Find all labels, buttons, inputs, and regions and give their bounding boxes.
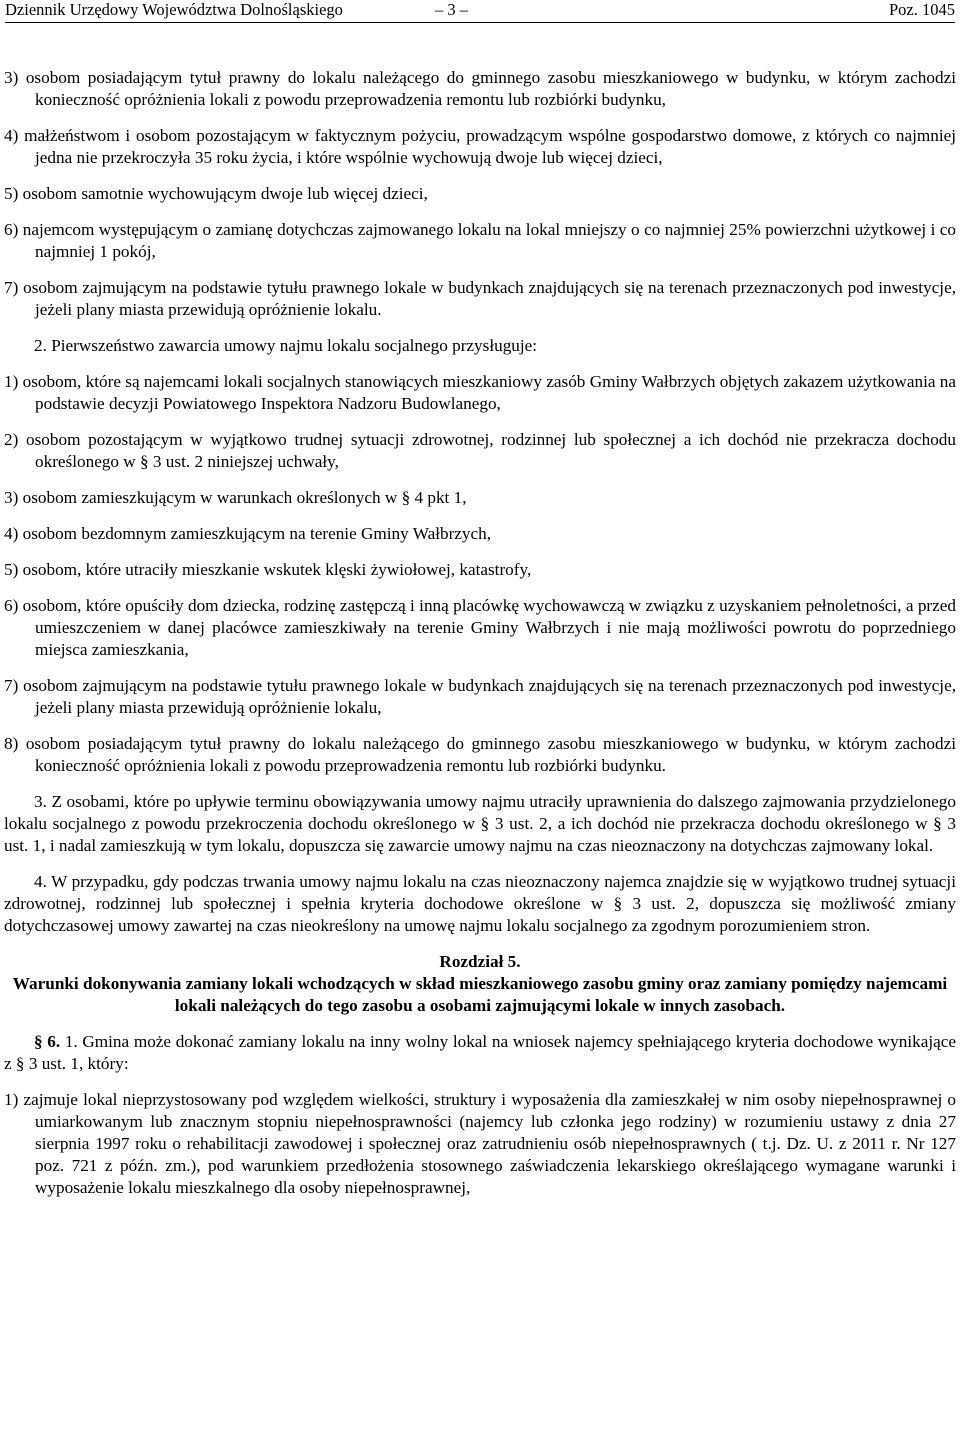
- chapter-number: Rozdział 5.: [439, 952, 521, 971]
- list-item: 6) najemcom występującym o zamianę dotychczas zajmowanego lokalu na lokal mniejszy o co najmniej 25% powierzchni użytkowej i co najmniej 1 pokój,: [4, 220, 956, 261]
- list-item: 4) małżeństwom i osobom pozostającym w faktycznym pożyciu, prowadzącym wspólne gospodarstwo domowe, z których co najmniej jedna nie przekroczyła 35 roku życia, i które wspólnie wychowują dwoje lub więcej dzieci,: [4, 126, 956, 167]
- list-item: 5) osobom samotnie wychowującym dwoje lub więcej dzieci,: [4, 184, 428, 203]
- list-item: 7) osobom zajmującym na podstawie tytułu prawnego lokale w budynkach znajdujących się na terenach przeznaczonych pod inwestycje, jeżeli plany miasta przewidują opróżnienie lokalu,: [4, 676, 956, 717]
- list-item: 8) osobom posiadającym tytuł prawny do lokalu należącego do gminnego zasobu mieszkaniowego w budynku, w którym zachodzi konieczność opróżnienia lokali z powodu przeprowadzenia remontu lub rozbiórki budynku.: [4, 734, 956, 775]
- paragraph-3: 3. Z osobami, które po upływie terminu obowiązywania umowy najmu utraciły uprawnienia do dalszego zajmowania przydzielonego lokalu socjalnego z powodu przekroczenia dochodu określonego w § 3 ust. 2, a ich dochód nie przekracza dochodu określonego w § 3 ust. 1, i nadal zamieszkują w tym lokalu, dopuszcza się zawarcie umowy najmu na czas nieoznaczony na dotychczas zajmowany lokal.: [4, 792, 956, 855]
- section-text: 1. Gmina może dokonać zamiany lokalu na inny wolny lokal na wniosek najemcy spełniającego kryteria dochodowe wynikające z § 3 ust. 1, który:: [4, 1032, 957, 1073]
- list-item: 4) osobom bezdomnym zamieszkującym na terenie Gminy Wałbrzych,: [4, 524, 492, 543]
- section-label: § 6.: [34, 1032, 61, 1051]
- page-number: – 3 –: [435, 0, 468, 19]
- paragraph-4: 4. W przypadku, gdy podczas trwania umowy najmu lokalu na czas nieoznaczony najemca znajdzie się w wyjątkowo trudnej sytuacji zdrowotnej, rodzinnej lub społecznej i spełnia kryteria dochodowe określone w § 3 ust. 2, dopuszcza się możliwość zmiany dotychczasowej umowy zawartej na czas nieokreślony na umowę najmu lokalu socjalnego za zgodnym porozumieniem stron.: [4, 872, 956, 935]
- paragraph-2-lead: 2. Pierwszeństwo zawarcia umowy najmu lokalu socjalnego przysługuje:: [34, 336, 538, 355]
- list-item: 3) osobom zamieszkującym w warunkach określonych w § 4 pkt 1,: [4, 488, 467, 507]
- list-item: 2) osobom pozostającym w wyjątkowo trudnej sytuacji zdrowotnej, rodzinnej lub społecznej a ich dochód nie przekracza dochodu określonego w § 3 ust. 2 niniejszej uchwały,: [4, 430, 956, 471]
- page-header: [5, 0, 955, 22]
- journal-title: Dziennik Urzędowy Województwa Dolnośląskiego: [5, 0, 343, 19]
- section-6: [4, 1031, 956, 1075]
- list-item: 5) osobom, które utraciły mieszkanie wskutek klęski żywiołowej, katastrofy,: [4, 560, 532, 579]
- position-number: Poz. 1045: [889, 0, 955, 19]
- list-item: 1) zajmuje lokal nieprzystosowany pod względem wielkości, struktury i wyposażenia dla zamieszkałej w nim osoby niepełnosprawnej o umiarkowanym lub znacznym stopniu niepełnosprawności (najemcy lub członka jego rodziny) w rozumieniu ustawy z dnia 27 sierpnia 1997 roku o rehabilitacji zawodowej i społecznej oraz zatrudnieniu osób niepełnosprawnych ( t.j. Dz. U. z 2011 r. Nr 127 poz. 721 z późn. zm.), pod warunkiem przedłożenia stosownego zaświadczenia lekarskiego określającego wymagane warunki i wyposażenie lokalu mieszkalnego dla osoby niepełnosprawnej,: [4, 1090, 956, 1197]
- list-item: 1) osobom, które są najemcami lokali socjalnych stanowiących mieszkaniowy zasób Gminy Wałbrzych objętych zakazem użytkowania na podstawie decyzji Powiatowego Inspektora Nadzoru Budowlanego,: [4, 372, 956, 413]
- header-rule: [5, 22, 955, 23]
- list-item: 6) osobom, które opuściły dom dziecka, rodzinę zastępczą i inną placówkę wychowawczą w związku z uzyskaniem pełnoletności, a przed umieszczeniem w danej placówce zamieszkiwały na terenie Gminy Wałbrzych i nie mają możliwości powrotu do poprzedniego miejsca zamieszkania,: [4, 596, 956, 659]
- list-item: 3) osobom posiadającym tytuł prawny do lokalu należącego do gminnego zasobu mieszkaniowego w budynku, w którym zachodzi konieczność opróżnienia lokali z powodu przeprowadzenia remontu lub rozbiórki budynku,: [4, 68, 956, 109]
- list-item: 7) osobom zajmującym na podstawie tytułu prawnego lokale w budynkach znajdujących się na terenach przeznaczonych pod inwestycje, jeżeli plany miasta przewidują opróżnienie lokalu.: [4, 278, 956, 319]
- chapter-title: Warunki dokonywania zamiany lokali wchodzących w skład mieszkaniowego zasobu gminy oraz zamiany pomiędzy najemcami lokali należących do tego zasobu a osobami zajmującymi lokale w innych zasobach.: [12, 974, 948, 1015]
- document-body: [4, 67, 956, 1213]
